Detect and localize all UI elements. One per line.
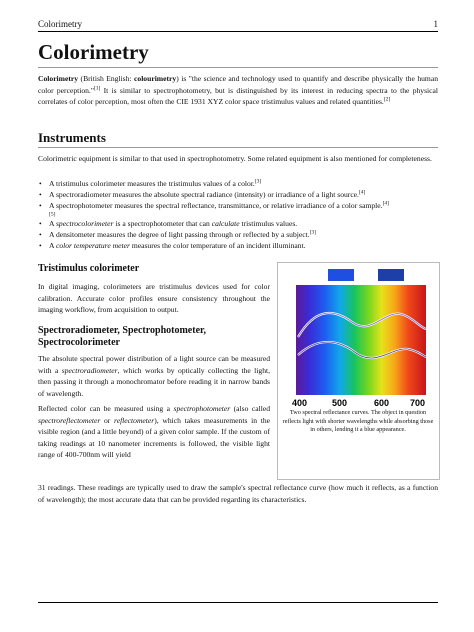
subsection-heading-line-1: Spectroradiometer, Spectrophotometer, (38, 325, 207, 336)
paragraph-text: The absolute spectral power distribution of a light source can be measured with a (38, 354, 270, 375)
figure-caption: Two spectral reflectance curves. The object in question reflects light with shorter wavelengths while absorbing those in others, lending it a blue appearance. (282, 409, 434, 433)
spectrophotometer-paragraph (38, 403, 270, 461)
list-item-text: is a spectrophotometer that can (113, 219, 212, 228)
spectral-reflectance-image (286, 267, 431, 407)
section-heading-instruments: Instruments (38, 130, 106, 145)
list-item-emphasis: calculate (211, 219, 240, 228)
page-title: Colorimetry (38, 40, 149, 64)
axis-tick-label: 600 (374, 398, 390, 407)
header-rule (38, 31, 438, 32)
list-item-text: A tristimulus colorimeter measures the tristimulus values of a color. (49, 179, 255, 188)
list-item-text: A (49, 241, 56, 250)
tristimulus-paragraph: In digital imaging, colorimeters are tristimulus devices used for color calibration. Accurate color profiles ensure consistency throughout the imaging workflow, from acquisition to output. (38, 282, 270, 314)
list-item-emphasis: color temperature meter (55, 241, 130, 250)
list-item-text: A (49, 219, 56, 228)
section-rule (38, 147, 438, 148)
paragraph-text: (also called (230, 404, 270, 413)
instrument-list-2 (38, 218, 438, 251)
page-number: 1 (433, 19, 438, 29)
intro-term: Colorimetry (38, 74, 79, 83)
list-item-text: A densitometer measures the degree of light passing through or reflected by a subject. (49, 230, 310, 239)
list-item-text: A spectroradiometer measures the absolute spectral radiance (intensity) or irradiance of a light source. (49, 190, 359, 199)
subsection-heading-tristimulus: Tristimulus colorimeter (38, 263, 140, 274)
swatch-blue (328, 269, 354, 281)
swatch-blue-dark (378, 269, 404, 281)
paragraph-emphasis: spectrophotometer (173, 404, 231, 413)
list-item (38, 229, 438, 240)
list-item (38, 218, 438, 229)
citation-link[interactable]: [5] (49, 211, 56, 218)
paragraph-text: , which works by optically collecting the light, then passing it through a monochromator before reading it in narrow bands of wavelength. (38, 365, 270, 398)
citation-link[interactable]: [4] (382, 200, 389, 207)
paragraph-text: or (100, 415, 115, 425)
subsection-heading-spectro (38, 325, 206, 349)
list-item-emphasis: spectrocolorimeter (55, 219, 114, 228)
paragraph-text: Reflected color can be measured using a (38, 404, 174, 413)
citation-link[interactable]: [3] (309, 229, 317, 236)
paragraph-emphasis: spectroreflectometer (38, 415, 101, 425)
list-item-text: tristimulus values. (239, 219, 298, 228)
list-item (38, 189, 438, 200)
list-item-text: A spectrophotometer measures the spectral reflectance, transmittance, or relative irradiance of a color sample. (49, 201, 383, 210)
instruments-paragraph: Colorimetric equipment is similar to that used in spectrophotometry. Some related equipment is also mentioned for completeness. (38, 154, 432, 163)
intro-paragraph (38, 73, 438, 108)
list-item (38, 240, 438, 251)
paragraph-text: ), which takes measurements in the visible region (and a little beyond) of a given color sample. If the custom of taking readings at 10 nanometer increments is followed, the visible light range of 400-700nm will yield (38, 415, 270, 459)
footer-rule (38, 602, 438, 603)
citation-link[interactable]: [2] (383, 96, 391, 103)
spectral-reflectance-figure (277, 262, 440, 480)
intro-text-1: (British English: (78, 74, 135, 83)
citation-link[interactable]: [3] (254, 178, 262, 185)
intro-alt-term: colourimetry (134, 74, 177, 83)
citation-link[interactable]: [1] (93, 84, 101, 91)
spectrum-band (296, 285, 426, 395)
subsection-heading-line-2: Spectrocolorimeter (38, 337, 120, 348)
paragraph-emphasis: spectroradiometer (61, 365, 118, 375)
running-header-title: Colorimetry (38, 19, 82, 29)
list-item-text: measures the color temperature of an incident illuminant. (129, 241, 306, 250)
axis-tick-label: 700 (410, 398, 426, 407)
axis-tick-label: 400 (292, 398, 308, 407)
axis-tick-label: 500 (332, 398, 348, 407)
intro-text-2: ) is "the science and technology used to quantify and describe physically the human color perception." (38, 74, 438, 95)
spectroradiometer-paragraph (38, 353, 270, 399)
list-item (38, 178, 438, 189)
title-rule (38, 67, 438, 68)
citation-link[interactable]: [4] (358, 189, 366, 196)
spectrophotometer-paragraph-continued: 31 readings. These readings are typically used to draw the sample's spectral reflectance curve (how much it reflects, as a function of wavelength); the most accurate data that can be provided regarding its characteristics. (38, 483, 438, 504)
paragraph-emphasis: reflectometer (114, 415, 155, 425)
instrument-list-1 (38, 178, 438, 222)
intro-text-3: It is similar to spectrophotometry, but is distinguished by its interest in reducing spectra to the physical correlates of color perception, most often the CIE 1931 XYZ color space tristimulus values and related quantities. (38, 85, 438, 106)
